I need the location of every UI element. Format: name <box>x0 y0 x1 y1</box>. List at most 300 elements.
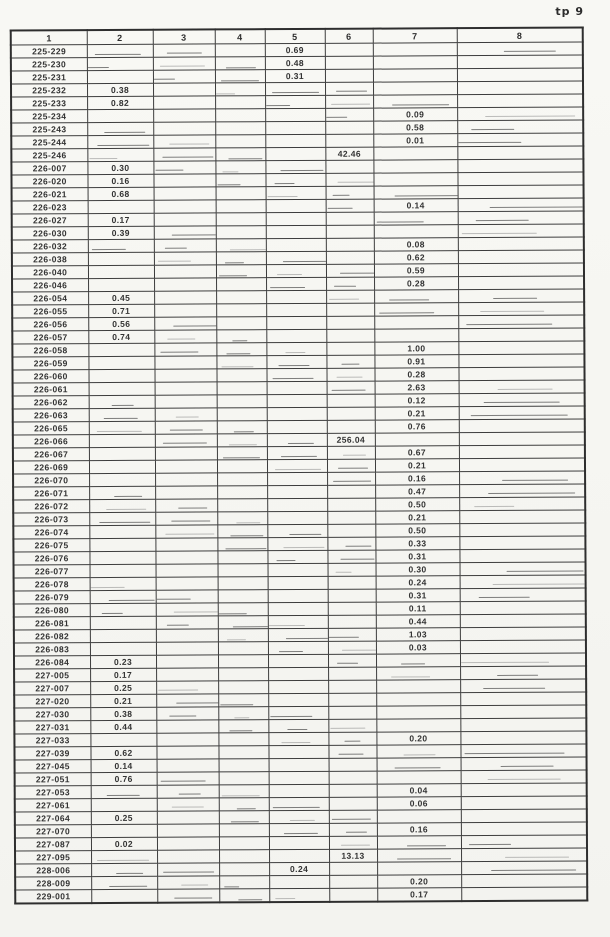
table-cell <box>89 525 155 538</box>
table-cell <box>267 472 327 485</box>
row-label: 226-023 <box>12 201 88 214</box>
table-cell <box>216 239 266 252</box>
table-cell <box>328 628 376 641</box>
row-label: 226-073 <box>13 513 89 526</box>
table-cell: 0.50 <box>375 498 459 511</box>
table-cell <box>157 811 219 824</box>
table-cell <box>326 316 374 329</box>
table-cell <box>156 681 218 694</box>
table-cell <box>373 56 457 69</box>
table-cell <box>219 863 269 876</box>
table-cell <box>329 836 377 849</box>
table-cell <box>374 290 458 303</box>
table-cell <box>374 186 458 199</box>
table-cell: 0.38 <box>90 707 156 720</box>
table-cell <box>458 237 584 251</box>
table-cell <box>154 291 216 304</box>
table-cell <box>219 759 269 772</box>
table-cell <box>87 122 153 135</box>
table-cell <box>156 590 218 603</box>
table-cell <box>329 862 377 875</box>
table-cell <box>216 226 266 239</box>
table-cell <box>90 642 156 655</box>
table-cell <box>327 498 375 511</box>
table-cell: 0.45 <box>88 291 154 304</box>
column-header: 3 <box>153 29 215 44</box>
table-cell <box>459 471 585 485</box>
table-cell <box>154 252 216 265</box>
table-cell <box>155 499 217 512</box>
table-cell <box>90 577 156 590</box>
table-cell <box>376 693 460 706</box>
table-cell <box>153 70 215 83</box>
table-cell <box>153 44 215 57</box>
table-cell <box>266 290 326 303</box>
table-cell <box>88 356 154 369</box>
table-cell <box>265 160 325 173</box>
row-label: 225-246 <box>11 149 87 162</box>
table-cell <box>327 550 375 563</box>
table-cell <box>268 576 328 589</box>
table-cell: 0.62 <box>374 251 458 264</box>
table-cell <box>153 161 215 174</box>
table-cell <box>459 419 585 433</box>
table-cell <box>268 602 328 615</box>
row-label: 225-232 <box>11 84 87 97</box>
table-cell: 0.28 <box>374 368 458 381</box>
table-cell <box>268 693 328 706</box>
row-label: 226-076 <box>13 552 89 565</box>
table-cell <box>217 447 267 460</box>
table-cell <box>459 380 585 394</box>
table-cell <box>460 640 586 654</box>
table-cell <box>91 876 157 889</box>
row-label: 226-054 <box>12 292 88 305</box>
table-cell <box>218 655 268 668</box>
table-cell: 0.67 <box>375 446 459 459</box>
table-cell <box>458 198 584 212</box>
table-cell <box>218 746 268 759</box>
table-cell <box>157 850 219 863</box>
row-label: 226-071 <box>13 487 89 500</box>
table-cell <box>457 133 583 147</box>
table-cell <box>329 771 377 784</box>
table-cell <box>376 680 460 693</box>
row-label: 228-009 <box>15 877 91 890</box>
table-cell: 0.30 <box>87 161 153 174</box>
table-cell: 0.17 <box>88 213 154 226</box>
table-cell <box>153 122 215 135</box>
table-cell <box>459 406 585 420</box>
table-cell <box>155 538 217 551</box>
table-cell: 0.68 <box>88 187 154 200</box>
table-cell <box>87 109 153 122</box>
table-cell: 0.20 <box>376 732 460 745</box>
table-cell <box>265 95 325 108</box>
table-cell <box>268 641 328 654</box>
table-cell <box>155 486 217 499</box>
table-cell: 0.38 <box>87 83 153 96</box>
table-cell <box>218 616 268 629</box>
table-cell <box>215 174 265 187</box>
table-cell <box>373 173 457 186</box>
table-cell <box>459 523 585 537</box>
table-cell <box>154 187 216 200</box>
table-cell <box>458 263 584 277</box>
table-cell <box>458 354 584 368</box>
table-cell <box>217 512 267 525</box>
table-cell <box>457 120 583 134</box>
table-cell <box>458 367 584 381</box>
row-label: 226-061 <box>13 383 89 396</box>
table-cell <box>329 888 377 902</box>
table-cell <box>215 109 265 122</box>
table-cell: 0.25 <box>90 681 156 694</box>
table-cell <box>267 459 327 472</box>
table-body <box>11 42 587 903</box>
row-label: 227-045 <box>15 760 91 773</box>
table-cell <box>156 720 218 733</box>
table-cell <box>87 135 153 148</box>
table-cell <box>218 603 268 616</box>
table-cell <box>377 862 461 875</box>
row-label: 225-229 <box>11 45 87 58</box>
table-cell <box>216 291 266 304</box>
table-cell <box>268 719 328 732</box>
table-cell <box>216 330 266 343</box>
table-cell <box>88 252 154 265</box>
table-cell <box>216 343 266 356</box>
table-cell <box>326 303 374 316</box>
table-cell <box>457 107 583 121</box>
row-label: 226-072 <box>13 500 89 513</box>
table-cell <box>266 238 326 251</box>
row-label: 226-074 <box>13 526 89 539</box>
table-cell <box>218 733 268 746</box>
table-cell <box>267 550 327 563</box>
table-cell <box>91 824 157 837</box>
table-cell <box>373 160 457 173</box>
table-cell: 0.02 <box>91 837 157 850</box>
table-cell <box>266 316 326 329</box>
table-cell <box>88 265 154 278</box>
table-cell <box>327 394 375 407</box>
row-label: 226-058 <box>12 344 88 357</box>
table-cell: 0.20 <box>377 875 461 888</box>
table-cell: 0.58 <box>373 121 457 134</box>
table-cell <box>461 887 587 901</box>
table-cell <box>156 694 218 707</box>
table-cell <box>89 460 155 473</box>
table-cell <box>326 277 374 290</box>
row-label: 226-079 <box>14 591 90 604</box>
table-cell <box>215 122 265 135</box>
table-cell <box>215 83 265 96</box>
table-cell <box>328 563 376 576</box>
table-cell <box>268 667 328 680</box>
table-cell: 0.06 <box>377 797 461 810</box>
table-cell: 0.71 <box>88 304 154 317</box>
table-cell: 0.31 <box>375 550 459 563</box>
table-cell <box>460 653 586 667</box>
table-cell <box>216 200 266 213</box>
table-cell <box>88 343 154 356</box>
table-cell <box>459 536 585 550</box>
table-cell <box>89 408 155 421</box>
table-cell <box>216 278 266 291</box>
table-cell <box>326 290 374 303</box>
table-cell <box>157 759 219 772</box>
table-cell: 0.21 <box>375 459 459 472</box>
table-cell <box>217 499 267 512</box>
table-cell <box>219 824 269 837</box>
table-cell <box>216 369 266 382</box>
table-cell <box>328 706 376 719</box>
table-cell <box>219 889 269 903</box>
row-label: 227-064 <box>15 812 91 825</box>
table-cell <box>268 732 328 745</box>
table-cell <box>89 512 155 525</box>
table-cell <box>459 510 585 524</box>
table-cell: 0.16 <box>377 823 461 836</box>
table-cell <box>90 564 156 577</box>
table-cell <box>267 407 327 420</box>
table-cell <box>376 654 460 667</box>
table-cell: 0.91 <box>374 355 458 368</box>
row-label: 225-243 <box>11 123 87 136</box>
table-cell <box>217 421 267 434</box>
row-label: 226-030 <box>12 227 88 240</box>
row-label: 226-063 <box>13 409 89 422</box>
row-label: 228-006 <box>15 864 91 877</box>
table-cell <box>216 356 266 369</box>
table-cell <box>267 485 327 498</box>
table-cell <box>157 798 219 811</box>
table-cell <box>329 875 377 888</box>
table-cell <box>269 888 329 902</box>
table-cell: 0.17 <box>377 888 461 902</box>
table-cell <box>460 666 586 680</box>
table-cell <box>325 56 373 69</box>
table-cell <box>154 265 216 278</box>
table-cell <box>155 512 217 525</box>
table-cell <box>156 668 218 681</box>
table-cell <box>326 251 374 264</box>
table-cell <box>458 276 584 290</box>
row-label: 226-080 <box>14 604 90 617</box>
row-label: 226-057 <box>12 331 88 344</box>
table-cell <box>457 81 583 95</box>
table-cell <box>88 278 154 291</box>
table-cell <box>217 460 267 473</box>
table-cell: 0.69 <box>265 43 325 56</box>
table-cell: 0.82 <box>87 96 153 109</box>
row-label: 227-070 <box>15 825 91 838</box>
table-cell: 0.09 <box>373 108 457 121</box>
table-cell <box>219 876 269 889</box>
table-cell <box>457 172 583 186</box>
table-cell <box>374 316 458 329</box>
table-cell <box>376 706 460 719</box>
table-cell <box>459 497 585 511</box>
table-cell <box>328 641 376 654</box>
table-cell <box>218 629 268 642</box>
table-cell <box>91 798 157 811</box>
table-cell <box>269 758 329 771</box>
table-cell <box>266 199 326 212</box>
table-cell <box>328 680 376 693</box>
table-cell <box>268 589 328 602</box>
row-label: 226-032 <box>12 240 88 253</box>
table-cell <box>458 302 584 316</box>
row-label: 227-030 <box>14 708 90 721</box>
table-cell <box>269 849 329 862</box>
row-label: 226-056 <box>12 318 88 331</box>
table-cell <box>458 328 584 342</box>
table-cell <box>461 822 587 836</box>
table-cell <box>157 889 219 903</box>
table-cell <box>91 850 157 863</box>
table-cell <box>217 486 267 499</box>
table-cell <box>219 811 269 824</box>
table-cell <box>155 421 217 434</box>
table-cell: 0.14 <box>91 759 157 772</box>
column-header: 6 <box>325 29 373 44</box>
table-cell <box>219 850 269 863</box>
table-cell <box>91 863 157 876</box>
table-cell: 0.59 <box>374 264 458 277</box>
table-cell: 0.39 <box>88 226 154 239</box>
table-cell <box>266 355 326 368</box>
table-cell: 0.24 <box>269 862 329 875</box>
table-cell: 0.48 <box>265 56 325 69</box>
table-cell <box>374 225 458 238</box>
table-cell <box>327 446 375 459</box>
table-cell <box>460 692 586 706</box>
table-cell <box>326 264 374 277</box>
table-cell <box>328 745 376 758</box>
table-cell <box>460 562 586 576</box>
table-cell <box>156 642 218 655</box>
table-cell <box>268 706 328 719</box>
data-table <box>10 27 589 905</box>
row-label: 227-061 <box>15 799 91 812</box>
table-cell <box>461 848 587 862</box>
table-cell <box>154 213 216 226</box>
table-cell: 42.46 <box>325 147 373 160</box>
table-cell <box>376 667 460 680</box>
table-cell <box>458 224 584 238</box>
table-cell <box>215 161 265 174</box>
table-cell <box>329 758 377 771</box>
table-cell <box>155 434 217 447</box>
table-cell <box>219 798 269 811</box>
row-label: 226-083 <box>14 643 90 656</box>
row-label: 226-021 <box>12 188 88 201</box>
row-label: 226-040 <box>12 266 88 279</box>
column-header: 8 <box>457 28 583 43</box>
row-label: 227-087 <box>15 838 91 851</box>
table-cell: 0.01 <box>373 134 457 147</box>
table-cell <box>329 784 377 797</box>
table-cell <box>267 394 327 407</box>
row-label: 226-020 <box>11 175 87 188</box>
table-cell <box>326 199 374 212</box>
table-cell: 0.14 <box>374 199 458 212</box>
table-cell <box>87 70 153 83</box>
table-cell <box>266 264 326 277</box>
table-cell <box>157 772 219 785</box>
table-cell <box>87 148 153 161</box>
table-cell <box>327 485 375 498</box>
table-cell <box>265 147 325 160</box>
table-cell: 0.21 <box>375 511 459 524</box>
table-cell <box>155 551 217 564</box>
table-cell: 0.16 <box>87 174 153 187</box>
table-cell <box>218 720 268 733</box>
table-cell <box>268 654 328 667</box>
table-cell <box>267 420 327 433</box>
table-cell <box>217 382 267 395</box>
table-cell <box>458 250 584 264</box>
table-cell <box>460 614 586 628</box>
table-cell <box>154 278 216 291</box>
row-label: 226-078 <box>14 578 90 591</box>
table-cell <box>218 668 268 681</box>
table-cell <box>90 733 156 746</box>
table-cell <box>325 134 373 147</box>
table-cell <box>156 733 218 746</box>
table-cell <box>328 719 376 732</box>
table-cell <box>265 108 325 121</box>
table-cell <box>217 395 267 408</box>
table-cell <box>153 96 215 109</box>
table-cell <box>154 200 216 213</box>
table-cell <box>328 576 376 589</box>
table-cell: 0.21 <box>90 694 156 707</box>
table-cell <box>265 121 325 134</box>
table-cell <box>268 745 328 758</box>
table-cell <box>268 680 328 693</box>
table-cell <box>156 746 218 759</box>
table-cell <box>265 82 325 95</box>
table-cell <box>216 213 266 226</box>
table-cell <box>266 342 326 355</box>
table-cell <box>215 148 265 161</box>
table-cell <box>89 382 155 395</box>
table-cell <box>265 173 325 186</box>
table-cell <box>157 863 219 876</box>
table-cell <box>461 757 587 771</box>
table-cell: 0.24 <box>376 576 460 589</box>
table-cell <box>328 589 376 602</box>
table-cell <box>376 745 460 758</box>
table-cell: 0.62 <box>90 746 156 759</box>
table-cell: 0.08 <box>374 238 458 251</box>
table-cell <box>90 603 156 616</box>
table-cell: 0.33 <box>375 537 459 550</box>
row-label: 225-244 <box>11 136 87 149</box>
table-cell <box>89 486 155 499</box>
table-cell <box>326 212 374 225</box>
row-label: 225-234 <box>11 110 87 123</box>
table-cell <box>87 44 153 57</box>
column-header: 7 <box>373 28 457 43</box>
table-cell <box>268 615 328 628</box>
table-cell <box>460 679 586 693</box>
table-cell <box>266 225 326 238</box>
table-cell <box>154 304 216 317</box>
